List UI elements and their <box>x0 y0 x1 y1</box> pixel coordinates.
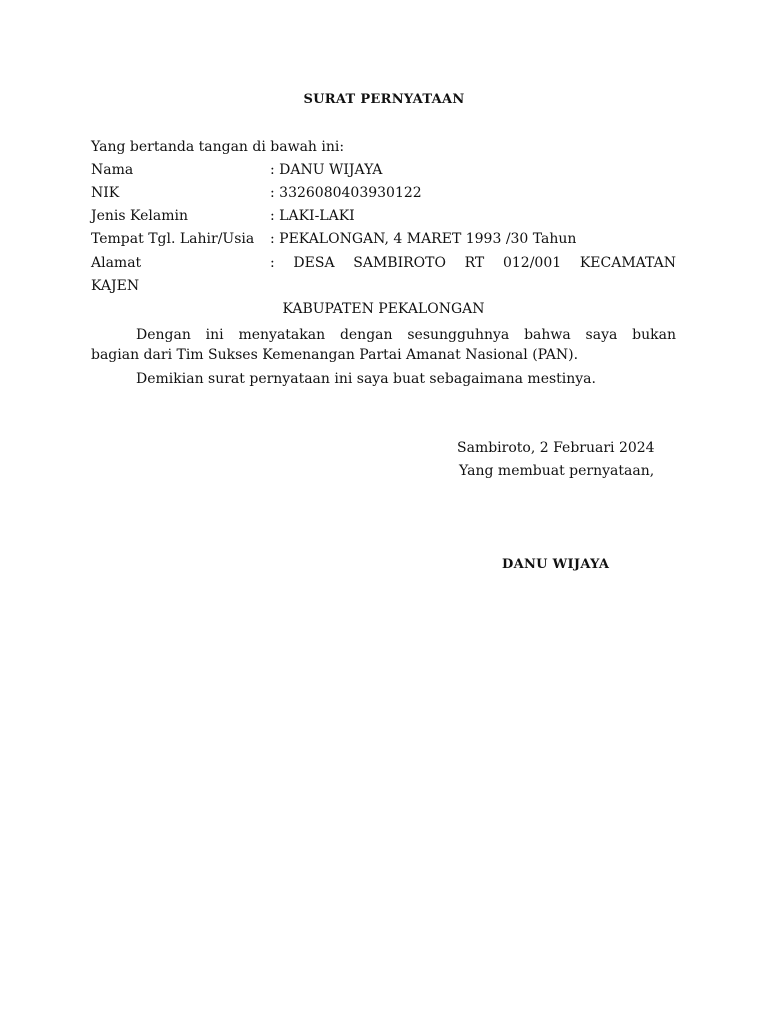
signature-role: Yang membuat pernyataan, <box>459 463 655 479</box>
field-value-nama: : DANU WIJAYA <box>270 162 383 178</box>
alamat-word-desa: DESA <box>293 255 335 271</box>
alamat-word-kecamatan: KECAMATAN <box>579 255 676 271</box>
field-label-nik: NIK <box>91 185 120 201</box>
alamat-word-rt-number: 012/001 <box>502 255 562 271</box>
alamat-word-village: SAMBIROTO <box>353 255 446 271</box>
alamat-wrap-line: KAJEN <box>91 278 140 294</box>
field-value-nik: : 3326080403930122 <box>270 185 422 201</box>
signature-name: DANU WIJAYA <box>502 557 610 572</box>
alamat-word-rt: RT <box>464 255 485 271</box>
statement-line-1: Dengan ini menyatakan dengan sesungguhnya bahwa saya bukan <box>136 327 676 343</box>
field-label-ttl: Tempat Tgl. Lahir/Usia <box>91 231 255 247</box>
field-label-jenis-kelamin: Jenis Kelamin <box>91 208 188 224</box>
field-value-jenis-kelamin: : LAKI-LAKI <box>270 208 355 224</box>
alamat-colon: : <box>270 255 275 271</box>
statement-line-2: bagian dari Tim Sukses Kemenangan Partai Amanat Nasional (PAN). <box>91 347 579 363</box>
closing-paragraph: Demikian surat pernyataan ini saya buat sebagaimana mestinya. <box>136 371 596 387</box>
field-value-ttl: : PEKALONGAN, 4 MARET 1993 /30 Tahun <box>270 231 577 247</box>
signature-place-date: Sambiroto, 2 Februari 2024 <box>457 440 655 456</box>
field-label-alamat: Alamat <box>91 255 142 271</box>
field-value-alamat <box>270 255 676 271</box>
intro-text: Yang bertanda tangan di bawah ini: <box>91 139 345 155</box>
alamat-kabupaten-line: KABUPATEN PEKALONGAN <box>282 301 485 317</box>
document-title: SURAT PERNYATAAN <box>303 92 465 107</box>
field-label-nama: Nama <box>91 162 134 178</box>
